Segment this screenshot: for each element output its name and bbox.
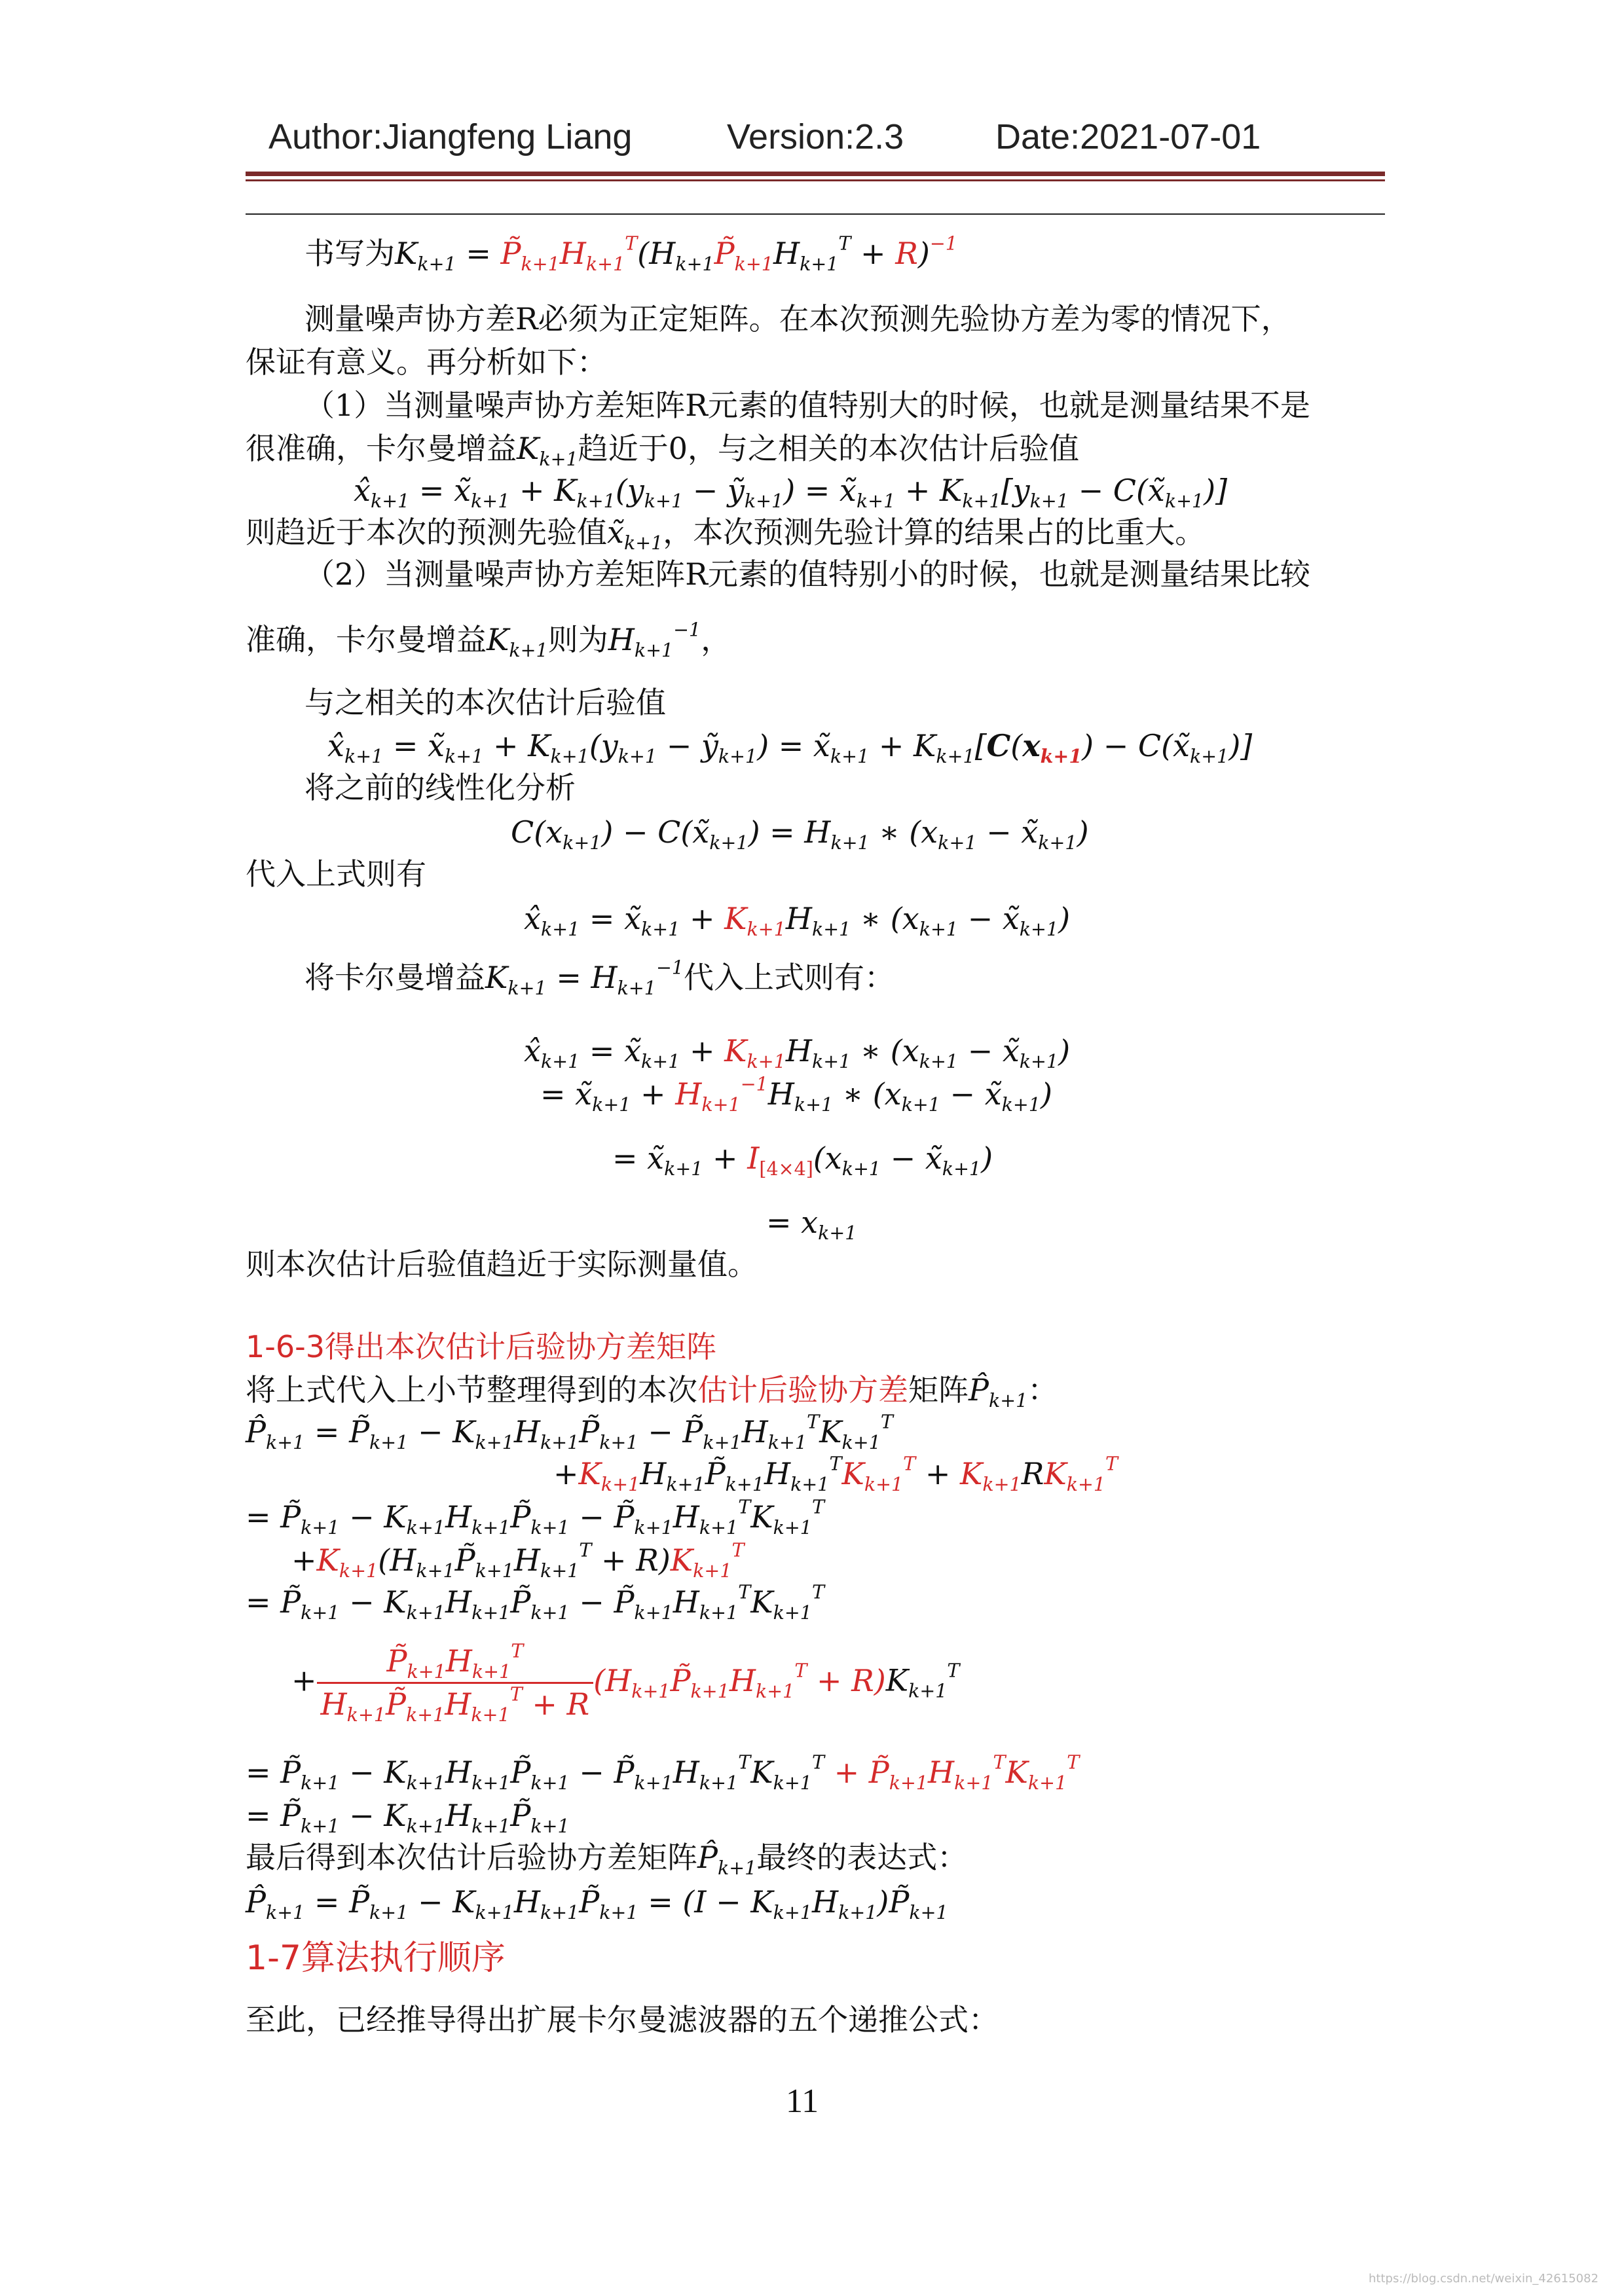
paragraph-line: 则本次估计后验值趋近于实际测量值。 <box>246 1247 758 1282</box>
formula-inline: $P̂_{k+1}$ <box>969 1372 1028 1412</box>
paragraph-line: 至此，已经推导得出扩展卡尔曼滤波器的五个递推公式： <box>246 2002 999 2037</box>
paragraph-line: 将之前的线性化分析 <box>304 770 576 805</box>
header-rule-thick <box>246 172 1385 176</box>
formula-inline: $P̂_{k+1}$ <box>697 1840 757 1879</box>
formula-line: = $P̃_{k+1}$ − $K_{k+1}H_{k+1}P̃_{k+1}$ − $P̃_{k+1}H_{k+1}^TK_{k+1}^T$ <box>246 1496 824 1539</box>
formula-line: $P̂_{k+1}$ = $P̃_{k+1}$ − $K_{k+1}H_{k+1}P̃_{k+1} = (I$ − $K_{k+1}H_{k+1})P̃_{k+1}$ <box>246 1884 948 1923</box>
paragraph-line <box>246 1840 968 1879</box>
text-l24c: 矩阵 <box>908 1372 969 1408</box>
formula-line: $x̂_{k+1}$ = $x̃_{k+1} + K_{k+1}(y_{k+1}$ − ỹ$_{k+1}$) = $x̃_{k+1} + K_{k+1}[y_{k+1}$ − $C(x̃_{k+1})$] <box>354 473 1228 512</box>
paragraph-line <box>304 957 895 999</box>
watermark-text: https://blog.csdn.net/weixin_42615082 <box>1369 2272 1599 2286</box>
header-author: Author:Jiangfeng Liang <box>268 117 633 156</box>
paragraph-line <box>246 431 1079 470</box>
text-l24a: 将上式代入上小节整理得到的本次 <box>246 1372 697 1408</box>
text-l9b: 则为 <box>547 622 608 657</box>
paragraph-line <box>246 515 1206 554</box>
formula-line: = $P̃_{k+1}$ − $K_{k+1}H_{k+1}P̃_{k+1}$ <box>246 1798 570 1837</box>
formula-line: $x̂_{k+1}$ = $x̃_{k+1} + K_{k+1}(y_{k+1}$ − ỹ$_{k+1}$) = $x̃_{k+1} + K_{k+1}[C(x_{k+1})$ − $C(x̃_{k+1})$] <box>327 728 1253 767</box>
formula-line: $P̂_{k+1}$ = $P̃_{k+1}$ − $K_{k+1}H_{k+1}P̃_{k+1}$ − $P̃_{k+1}H_{k+1}^TK_{k+1}^T$ <box>246 1411 893 1453</box>
header-rule-bottom <box>246 213 1385 215</box>
paragraph-line: 准确，卡尔曼增益$K_{k+1}$则为$H_{k+1}^{-1}$， <box>246 619 731 661</box>
paragraph-line: 测量噪声协方差R必须为正定矩阵。在本次预测先验协方差为零的情况下， <box>304 301 1291 337</box>
text-l32b: 最终的表达式： <box>756 1840 968 1875</box>
header-version: Version:2.3 <box>727 117 904 156</box>
formula-line: $x̂_{k+1}$ = $x̃_{k+1} + K_{k+1}H_{k+1}$ ∗ ($x_{k+1}$ − $x̃_{k+1}$) <box>524 1033 1071 1072</box>
text-l16a: 将卡尔曼增益 <box>304 960 485 995</box>
formula-inline: $K_{k+1} = H_{k+1}^{-1}$ <box>485 957 684 999</box>
formula-inline: $K_{k+1}$ <box>517 431 578 470</box>
text-l16b: 代入上式则有： <box>683 960 895 995</box>
formula-line: = $x̃_{k+1} + H_{k+1}^{-1}H_{k+1}$ ∗ ($x_{k+1}$ − $x̃_{k+1}$) <box>540 1073 1052 1116</box>
paragraph-line: （2）当测量噪声协方差矩阵R元素的值特别小的时候，也就是测量结果比较 <box>304 556 1310 592</box>
page-number: 11 <box>786 2083 819 2120</box>
formula-line: = $P̃_{k+1}$ − $K_{k+1}H_{k+1}P̃_{k+1}$ − $P̃_{k+1}H_{k+1}^TK_{k+1}^T$ <box>246 1581 824 1624</box>
paragraph-line: （1）当测量噪声协方差矩阵R元素的值特别大的时候，也就是测量结果不是 <box>304 388 1310 423</box>
header-rule-thin <box>246 179 1385 181</box>
text-l9a: 准确，卡尔曼增益 <box>246 622 487 657</box>
text-l5a: 很准确，卡尔曼增益 <box>246 431 517 466</box>
formula-inline: $x̃_{k+1}$ <box>607 515 663 554</box>
header-date: Date:2021-07-01 <box>995 117 1261 156</box>
formula-fraction-line: + $\frac{P̃_{k+1}H_{k+1}^T}{H_{k+1}P̃_{k+1}H_{k+1}^T + R}$ $(H_{k+1}P̃_{k+1}H_{k+1}^T + R)K_{k+1}^T$ <box>291 1640 960 1726</box>
page-header <box>268 117 1382 169</box>
paragraph-line: 将上式代入上小节整理得到的本次估计后验协方差矩阵$P̂_{k+1}$： <box>246 1372 1058 1412</box>
formula-line: = $P̃_{k+1}$ − $K_{k+1}H_{k+1}P̃_{k+1}$ − $P̃_{k+1}H_{k+1}^TK_{k+1}^T$ + $P̃_{k+1}H_{k+1}^TK_{k+1}^T$ <box>246 1751 1080 1794</box>
formula-line: = $x_{k+1}$ <box>766 1205 857 1244</box>
text-l24b: 估计后验协方差 <box>697 1372 908 1408</box>
formula-gain: $K_{k+1}$ = $P̃_{k+1}H_{k+1}^T(H_{k+1}P̃_{k+1}H_{k+1}^T + R)^{-1}$ <box>395 232 957 275</box>
formula-inline: $H_{k+1}^{-1}$ <box>608 619 701 661</box>
formula-line: $+K_{k+1}(H_{k+1}P̃_{k+1}H_{k+1}^T + R)K_{k+1}^T$ <box>291 1539 745 1582</box>
formula-inline: $K_{k+1}$ <box>487 622 548 661</box>
text-l32: 最后得到本次估计后验协方差矩阵 <box>246 1840 697 1875</box>
text-l5b: 趋近于0，与之相关的本次估计后验值 <box>578 431 1079 466</box>
section-heading-1-7: 1-7算法执行顺序 <box>246 1939 506 1978</box>
fraction: $\frac{P̃_{k+1}H_{k+1}^T}{H_{k+1}P̃_{k+1}H_{k+1}^T + R}$ <box>317 1643 594 1722</box>
text-l1-prefix: 书写为 <box>304 236 395 271</box>
paragraph-line: 与之相关的本次估计后验值 <box>304 685 666 720</box>
text-l7b: ，本次预测先验计算的结果占的比重大。 <box>663 515 1206 550</box>
section-heading-1-6-3: 1-6-3得出本次估计后验协方差矩阵 <box>246 1329 716 1364</box>
formula-line: $x̂_{k+1}$ = $x̃_{k+1} + K_{k+1}H_{k+1}$ ∗ ($x_{k+1}$ − $x̃_{k+1}$) <box>524 901 1071 940</box>
formula-line: $C(x_{k+1})$ − $C(x̃_{k+1}) = H_{k+1}$ ∗ ($x_{k+1}$ − $x̃_{k+1}$) <box>511 814 1089 854</box>
paragraph-line: 保证有意义。再分析如下： <box>246 344 607 380</box>
formula-line: $+K_{k+1}H_{k+1}P̃_{k+1}H_{k+1}^TK_{k+1}^T + K_{k+1}RK_{k+1}^T$ <box>553 1453 1118 1495</box>
text-l7a: 则趋近于本次的预测先验值 <box>246 515 607 550</box>
formula-line: = $x̃_{k+1} + I_{[4\times 4]}(x_{k+1}$ − $x̃_{k+1}$) <box>612 1140 993 1180</box>
paragraph-line: 代入上式则有 <box>246 856 426 892</box>
gain-formula-line <box>304 232 957 275</box>
